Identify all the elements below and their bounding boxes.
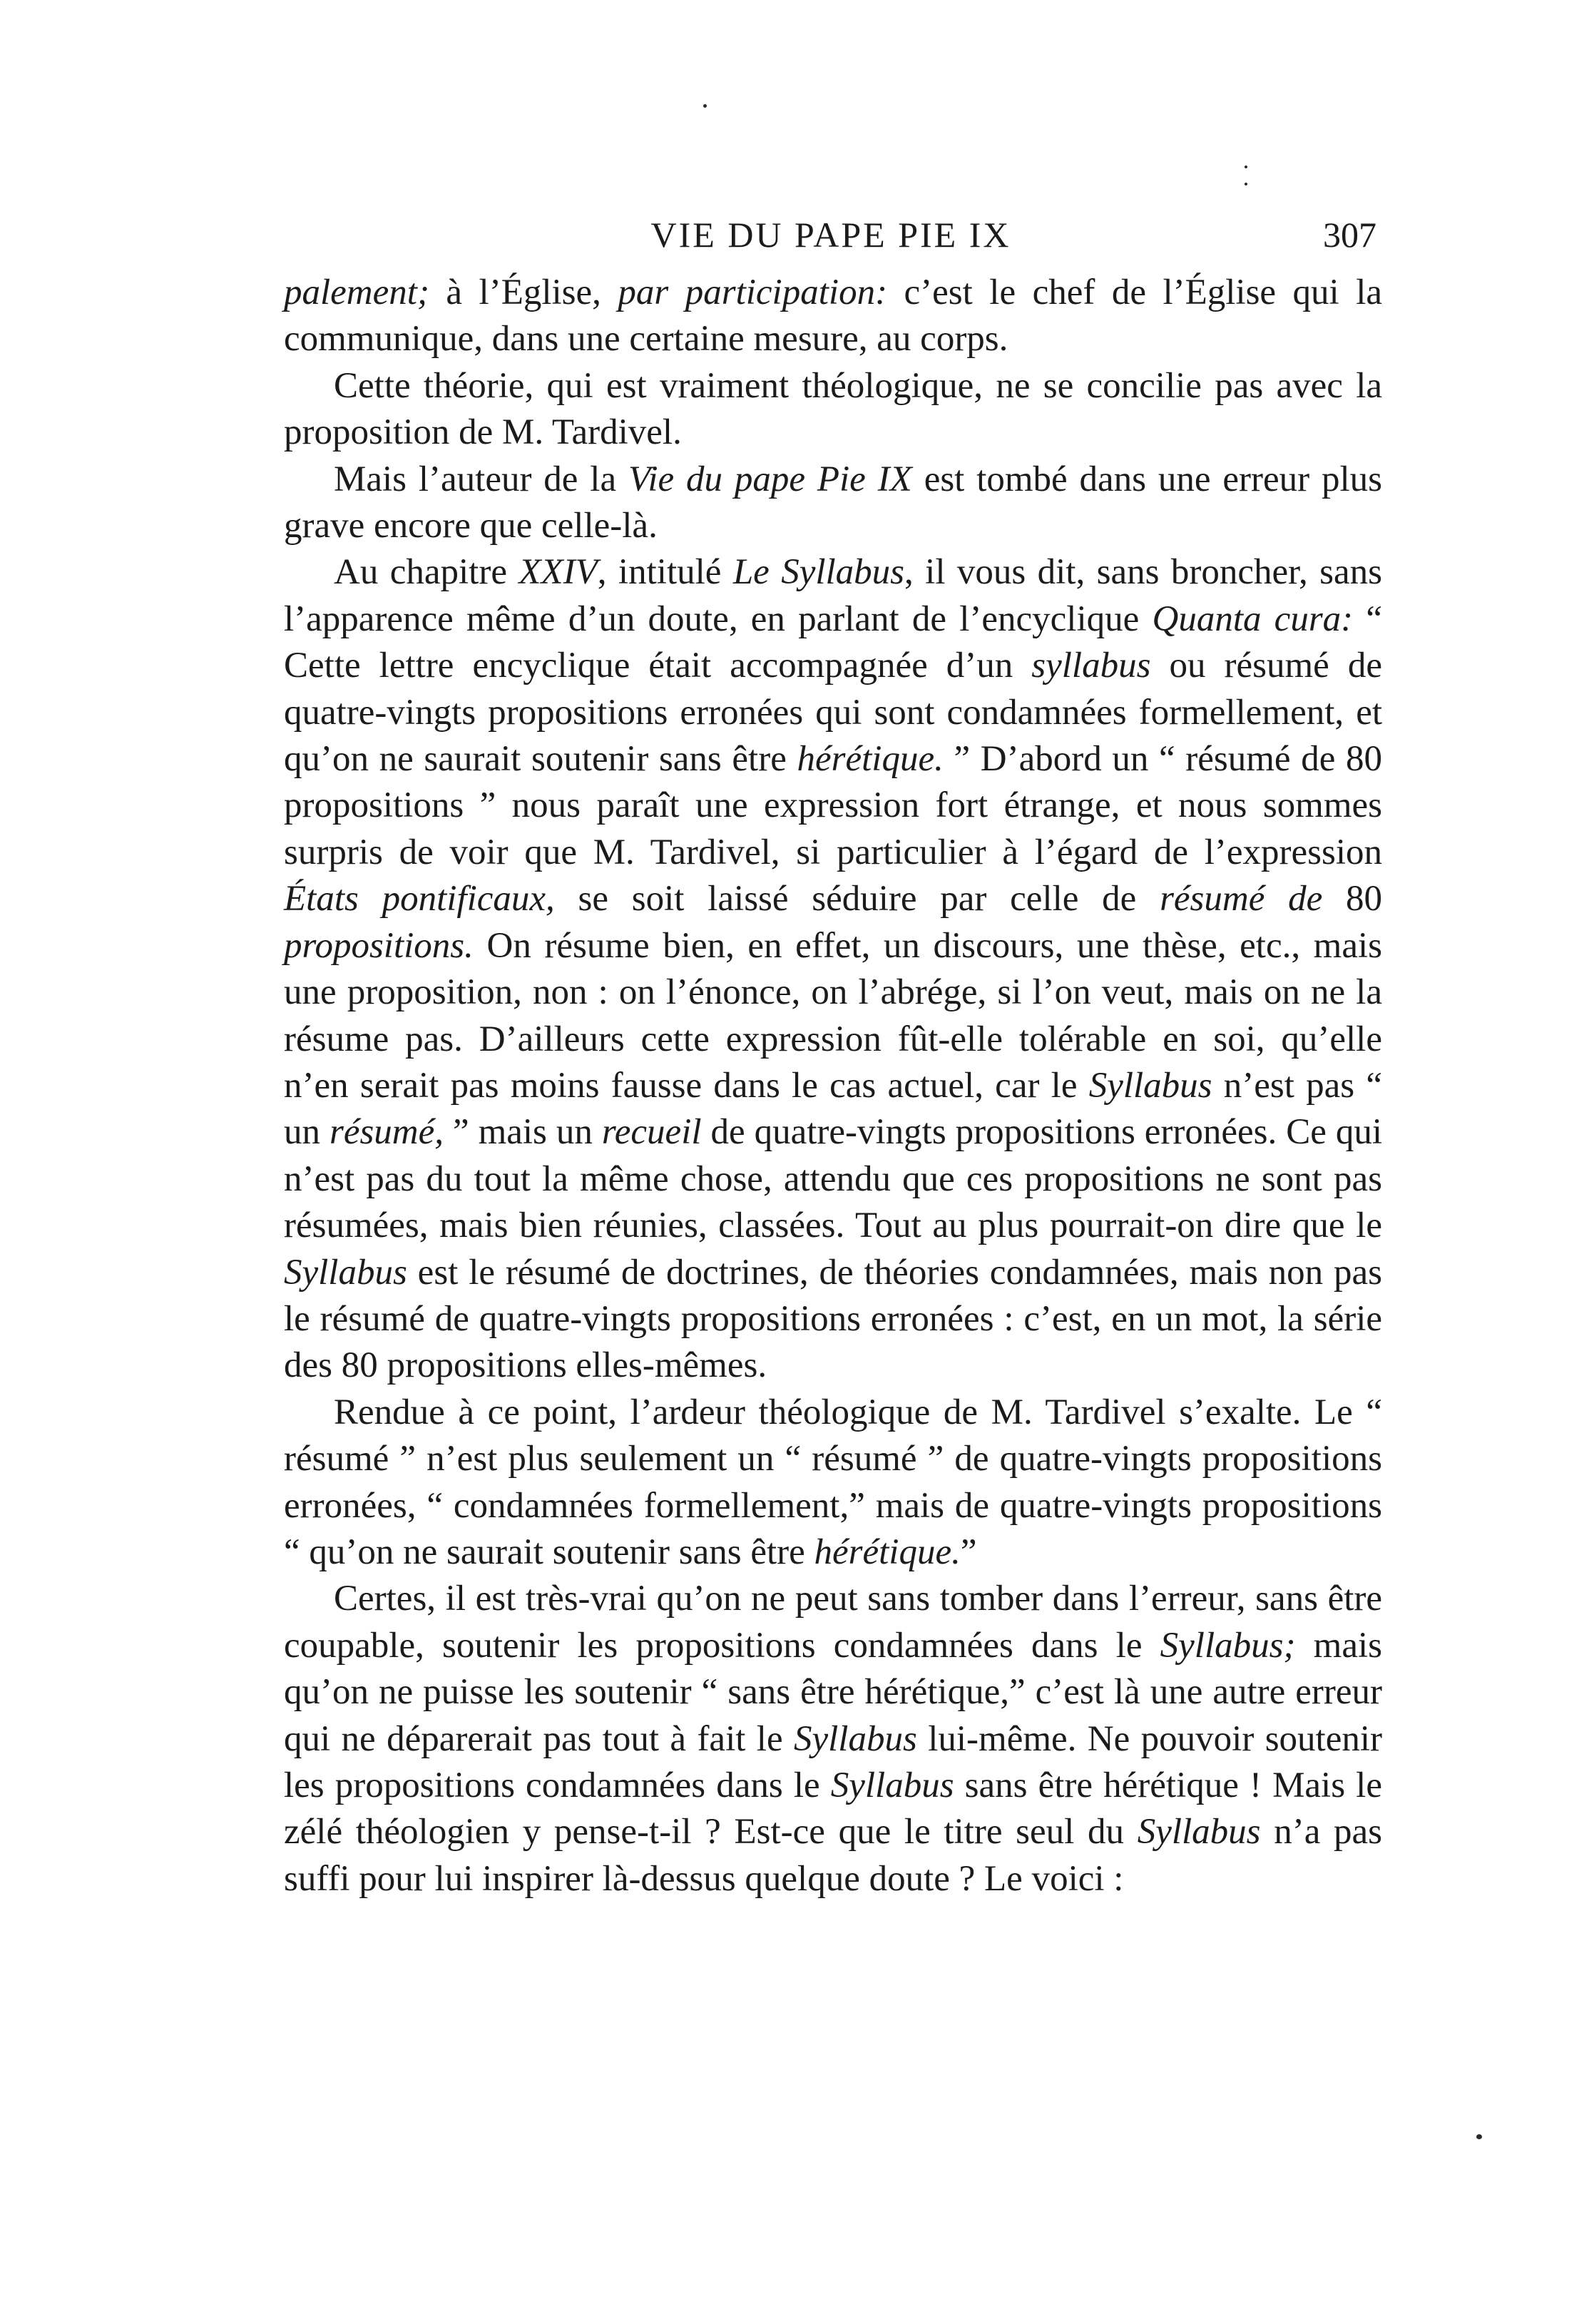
text-run: ou résumé de quatre-vingts propositions erronées qui sont condamnées formellement, et qu’on ne saurait soutenir sans être [284, 646, 1382, 780]
text-run: est tombé dans une erreur plus grave encore que celle-là. [284, 459, 1382, 546]
paragraph [284, 363, 1382, 457]
text-run: Au chapitre [334, 552, 519, 593]
paragraph [284, 1390, 1382, 1576]
italic-text: XXIV [518, 552, 598, 593]
text-run: à l’Église, [429, 272, 618, 312]
running-title: VIE DU PAPE PIE IX [650, 215, 1011, 255]
ink-speck [1245, 165, 1247, 168]
italic-text: États pontificaux, [284, 879, 555, 919]
page-number: 307 [1323, 215, 1376, 255]
body-text [284, 270, 1382, 1902]
text-run: Certes, il est très-vrai qu’on ne peut sans tomber dans l’erreur, sans être coupable, soutenir les propositions condamnées dans le [284, 1579, 1382, 1666]
paragraph [284, 270, 1382, 363]
text-run: est le résumé de doctrines, de théories condamnées, mais non pas le résumé de quatre-vingts propositions erronées : c’est, en un mot, la série des 80 propositions elles-mêmes. [284, 1252, 1382, 1386]
italic-text: Syllabus [1137, 1812, 1261, 1852]
italic-text: Syllabus [794, 1718, 917, 1759]
text-run: mais qu’on ne puisse les soutenir “ sans être hérétique,” c’est là une autre erreur qui ne déparerait pas tout à fait le [284, 1625, 1382, 1759]
text-run: , il vous dit, sans broncher, sans l’apparence même d’un doute, en parlant de l’encyclique [284, 552, 1382, 639]
ink-speck [1476, 2134, 1482, 2139]
text-run: Cette théorie, qui est vraiment théologique, ne se concilie pas avec la proposition de M. Tardivel. [284, 365, 1382, 453]
italic-text: par participation: [618, 272, 888, 312]
text-run: n’est pas “ un [284, 1065, 1382, 1153]
italic-text: recueil [601, 1112, 702, 1153]
italic-text: hérétique. [814, 1532, 961, 1572]
italic-text: syllabus [1031, 646, 1151, 686]
italic-text: Vie du pape Pie IX [628, 459, 912, 499]
italic-text: résumé de [1160, 879, 1323, 919]
italic-text: Quanta cura: [1152, 598, 1354, 639]
italic-text: Le Syllabus [732, 552, 905, 593]
ink-speck [1245, 183, 1247, 185]
text-run: Mais l’auteur de la [334, 459, 628, 499]
text-run: , intitulé [597, 552, 733, 593]
text-run: “ Cette lettre encyclique était accompagnée d’un [284, 598, 1382, 686]
paragraph [284, 1576, 1382, 1902]
text-run: ” D’abord un “ résumé de 80 propositions ” nous paraît une expression fort étrange, et nous sommes surpris de voir que M. Tardivel, si particulier à l’égard de l’expression [284, 739, 1382, 872]
paragraph [284, 457, 1382, 550]
italic-text: résumé, [329, 1112, 444, 1153]
text-run: se soit laissé séduire par celle de [554, 879, 1160, 919]
text-run: lui-même. Ne pouvoir soutenir les propositions condamnées dans le [284, 1718, 1382, 1805]
text-run: de quatre-vingts propositions erronées. Ce qui n’est pas du tout la même chose, attendu que ces propositions ne sont pas résumées, mais bien réunies, classées. Tout au plus pourrait-on dire que le [284, 1112, 1382, 1246]
paragraph [284, 549, 1382, 1389]
text-run: c’est le chef de l’Église qui la communique, dans une certaine mesure, au corps. [284, 272, 1383, 360]
italic-text: Syllabus [830, 1765, 954, 1805]
text-run: On résume bien, en effet, un discours, une thèse, etc., mais une proposition, non : on l’énonce, on l’abrége, si l’on veut, mais on ne la résume pas. D’ailleurs cette expression fût-elle tolérable en soi, qu’elle n’en serait pas moins fausse dans le cas actuel, car le [284, 925, 1382, 1106]
italic-text: Syllabus [284, 1252, 407, 1293]
text-run: ” mais un [444, 1112, 602, 1153]
text-run: Rendue à ce point, l’ardeur théologique de M. Tardivel s’exalte. Le “ résumé ” n’est plus seulement un “ résumé ” de quatre-vingts propositions erronées, “ condamnées formellement,” mais de quatre-vingts propositions “ qu’on ne saurait soutenir sans être [284, 1392, 1382, 1572]
page-header [285, 214, 1376, 264]
italic-text: Syllabus; [1160, 1625, 1296, 1666]
text-run: sans être hérétique ! Mais le zélé théologien y pense-t-il ? Est-ce que le titre seul du [284, 1765, 1382, 1852]
italic-text: propositions. [284, 925, 474, 966]
text-run: n’a pas suffi pour lui inspirer là-dessus quelque doute ? Le voici : [284, 1812, 1382, 1899]
ink-speck [703, 104, 707, 108]
italic-text: hérétique. [797, 739, 944, 780]
italic-text: Syllabus [1088, 1065, 1212, 1106]
italic-text: palement; [284, 272, 429, 312]
text-run: 80 [1322, 879, 1382, 919]
text-run: ” [960, 1532, 977, 1572]
